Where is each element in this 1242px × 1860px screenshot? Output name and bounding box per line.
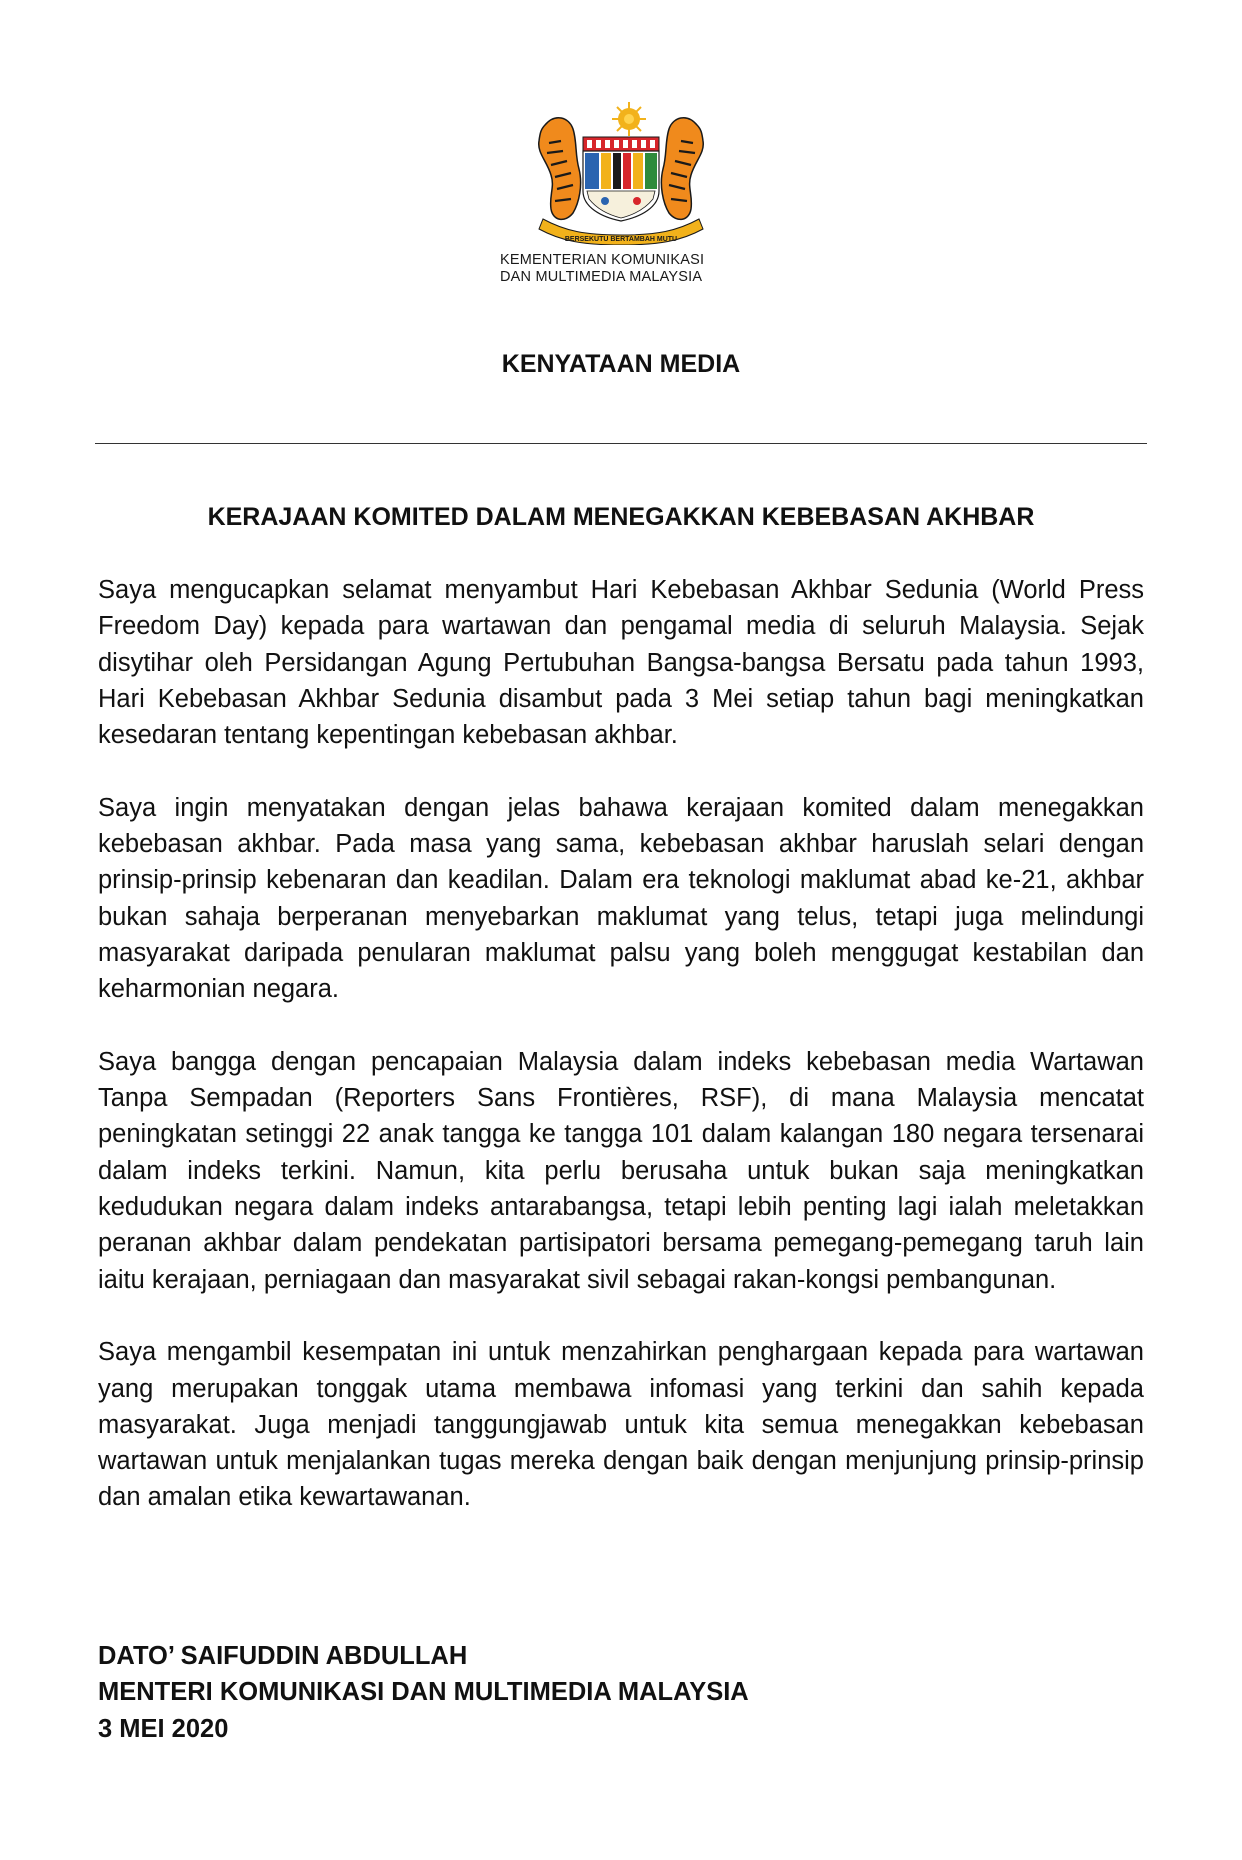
- malaysia-coat-of-arms-emblem: [525, 95, 717, 245]
- statement-date: 3 MEI 2020: [98, 1714, 229, 1743]
- signatory-title: MENTERI KOMUNIKASI DAN MULTIMEDIA MALAYSIA: [98, 1678, 749, 1707]
- body-paragraph-2: Saya ingin menyatakan dengan jelas bahawa kerajaan komited dalam menegakkan kebebasan akhbar. Pada masa yang sama, kebebasan akhbar haruslah selari dengan prinsip-prinsip kebenaran dan keadilan. Dalam era teknologi maklumat abad ke-21, akhbar bukan sahaja berperanan menyebarkan maklumat yang telus, tetapi juga melindungi masyarakat daripada penularan maklumat palsu yang boleh menggugat kestabilan dan keharmonian negara.: [98, 793, 1144, 1004]
- ministry-name-line-1: KEMENTERIAN KOMUNIKASI: [500, 252, 705, 268]
- ministry-name: [500, 252, 760, 286]
- body-paragraph-3: Saya bangga dengan pencapaian Malaysia dalam indeks kebebasan media Wartawan Tanpa Sempadan (Reporters Sans Frontières, RSF), di mana Malaysia mencatat peningkatan setinggi 22 anak tangga ke tangga 101 dalam kalangan 180 negara tersenarai dalam indeks terkini. Namun, kita perlu berusaha untuk bukan saja meningkatkan kedudukan negara dalam indeks antarabangsa, tetapi lebih penting lagi ialah meletakkan peranan akhbar dalam pendekatan partisipatori bersama pemegang-pemegang taruh lain iaitu kerajaan, perniagaan dan masyarakat sivil sebagai rakan-kongsi pembangunan.: [98, 1047, 1144, 1294]
- statement-body: [98, 572, 1144, 1552]
- document-type-heading: KENYATAAN MEDIA: [501, 350, 741, 378]
- ministry-name-line-2: DAN MULTIMEDIA MALAYSIA: [500, 269, 703, 285]
- statement-headline: KERAJAAN KOMITED DALAM MENEGAKKAN KEBEBASAN AKHBAR: [207, 503, 1035, 531]
- horizontal-divider: [95, 443, 1147, 444]
- signatory-name: DATO’ SAIFUDDIN ABDULLAH: [98, 1642, 468, 1670]
- signature-block: [98, 1638, 749, 1747]
- body-paragraph-1: Saya mengucapkan selamat menyambut Hari Kebebasan Akhbar Sedunia (World Press Freedom Day) kepada para wartawan dan pengamal media di seluruh Malaysia. Sejak disytihar oleh Persidangan Agung Pertubuhan Bangsa-bangsa Bersatu pada tahun 1993, Hari Kebebasan Akhbar Sedunia disambut pada 3 Mei setiap tahun bagi meningkatkan kesedaran tentang kepentingan kebebasan akhbar.: [98, 576, 1144, 750]
- crest-motto-text: BERSEKUTU BERTAMBAH MUTU: [564, 236, 678, 243]
- body-paragraph-4: Saya mengambil kesempatan ini untuk menzahirkan penghargaan kepada para wartawan yang merupakan tonggak utama membawa infomasi yang terkini dan sahih kepada masyarakat. Juga menjadi tanggungjawab untuk kita semua menegakkan kebebasan wartawan untuk menjalankan tugas mereka dengan baik dengan menjunjung prinsip-prinsip dan amalan etika kewartawanan.: [98, 1338, 1144, 1512]
